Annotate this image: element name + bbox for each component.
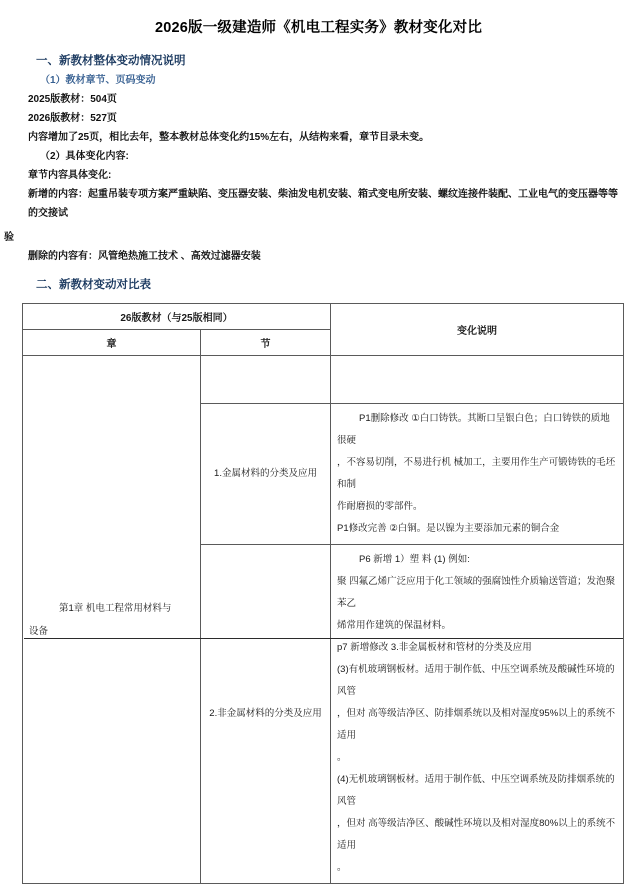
change-line: ，但对 高等级洁净区、防排烟系统以及相对湿度95%以上的系统不适用 (337, 708, 616, 741)
table-cell-chapter-line2: 设备 (29, 625, 49, 637)
table-cell-section-metal-materials: 1.金属材料的分类及应用 (201, 404, 331, 545)
change-line: ，但对 高等级洁净区、酸碱性环境以及相对湿度80%以上的系统不适用 (337, 818, 616, 851)
change-line: ，不容易切削，不易进行机 械加工，主要用作生产可锻铸铁的毛坯和制 (337, 457, 616, 490)
table-cell-change-metal-materials (331, 404, 624, 545)
section-one-subheading-1: （1）教材章节、页码变动 (40, 75, 156, 86)
section-one-heading: 一、新教材整体变动情况说明 (36, 55, 186, 67)
change-line: (4)无机玻璃钢板材。适用于制作低、中压空调系统及防排烟系统的风管 (337, 774, 615, 807)
change-line: P1修改完善 ②白铜。是以镍为主要添加元素的铜合金 (337, 523, 560, 534)
table-cell-change-nonmetal-materials (331, 545, 624, 884)
change-line: 作耐磨损的零部件。 (337, 501, 423, 512)
page-title: 2026版一级建造师《机电工程实务》教材变化对比 (154, 20, 483, 36)
section-one (0, 52, 637, 295)
comparison-table-wrapper (0, 303, 637, 884)
table-row (23, 356, 624, 404)
change-line: 烯常用作建筑的保温材料。 (337, 620, 452, 631)
table-header-group-row (23, 304, 624, 330)
page-bottom-rule (24, 638, 623, 639)
change-line: 。 (337, 752, 347, 763)
section-two-heading: 二、新教材变动对比表 (36, 279, 151, 291)
added-content-text: 新增的内容：起重吊装专项方案严重缺陷、变压器安装、柴油发电机安装、箱式变电所安装、螺纹连接件装配、工业电气的变压器等等的交接试 (28, 189, 618, 219)
textbook-2025-pages: 2025版教材：504页 (28, 94, 117, 105)
comparison-table (22, 303, 624, 884)
table-cell-section-nonmetal-materials: 2.非金属材料的分类及应用 (201, 545, 331, 884)
table-cell-change-empty (331, 356, 624, 404)
change-line: P6 新增 1）塑 料 (1) 例如: (359, 554, 470, 565)
table-cell-chapter-line1: 第1章 机电工程常用材料与 (59, 602, 172, 614)
section-one-subheading-2: （2）具体变化内容: (40, 151, 129, 162)
change-line: p7 新增修改 3.非金属板材和管材的分类及应用 (337, 642, 532, 653)
table-header-chapter: 章 (23, 330, 201, 356)
change-line: P1删除修改 ①白口铸铁。其断口呈银白色；白口铸铁的质地很硬 (337, 413, 610, 446)
change-line: 。 (337, 862, 347, 873)
table-cell-chapter (23, 356, 201, 884)
textbook-2026-pages: 2026版教材：527页 (28, 113, 117, 124)
table-header-section: 节 (201, 330, 331, 356)
overall-change-summary: 内容增加了25页，相比去年，整本教材总体变化约15%左右，从结构来看，章节目录未变。 (28, 132, 430, 143)
table-header-group-textbook: 26版教材（与25版相同） (23, 304, 331, 330)
added-content-overflow: 验 (4, 232, 14, 243)
table-header-change-description: 变化说明 (331, 304, 624, 356)
removed-content-paragraph: 删除的内容有：风管绝热施工技术 、高效过滤器安装 (28, 251, 261, 262)
document-page (0, 18, 637, 873)
added-content-paragraph (4, 185, 623, 247)
change-line: (3)有机玻璃钢板材。适用于制作低、中压空调系统及酸碱性环境的风管 (337, 664, 615, 697)
table-cell-section-empty (201, 356, 331, 404)
change-line: 聚 四氟乙烯广泛应用于化工领域的强腐蚀性介质输送管道；发泡聚苯乙 (337, 576, 616, 609)
chapter-change-detail-label: 章节内容具体变化: (28, 170, 112, 181)
